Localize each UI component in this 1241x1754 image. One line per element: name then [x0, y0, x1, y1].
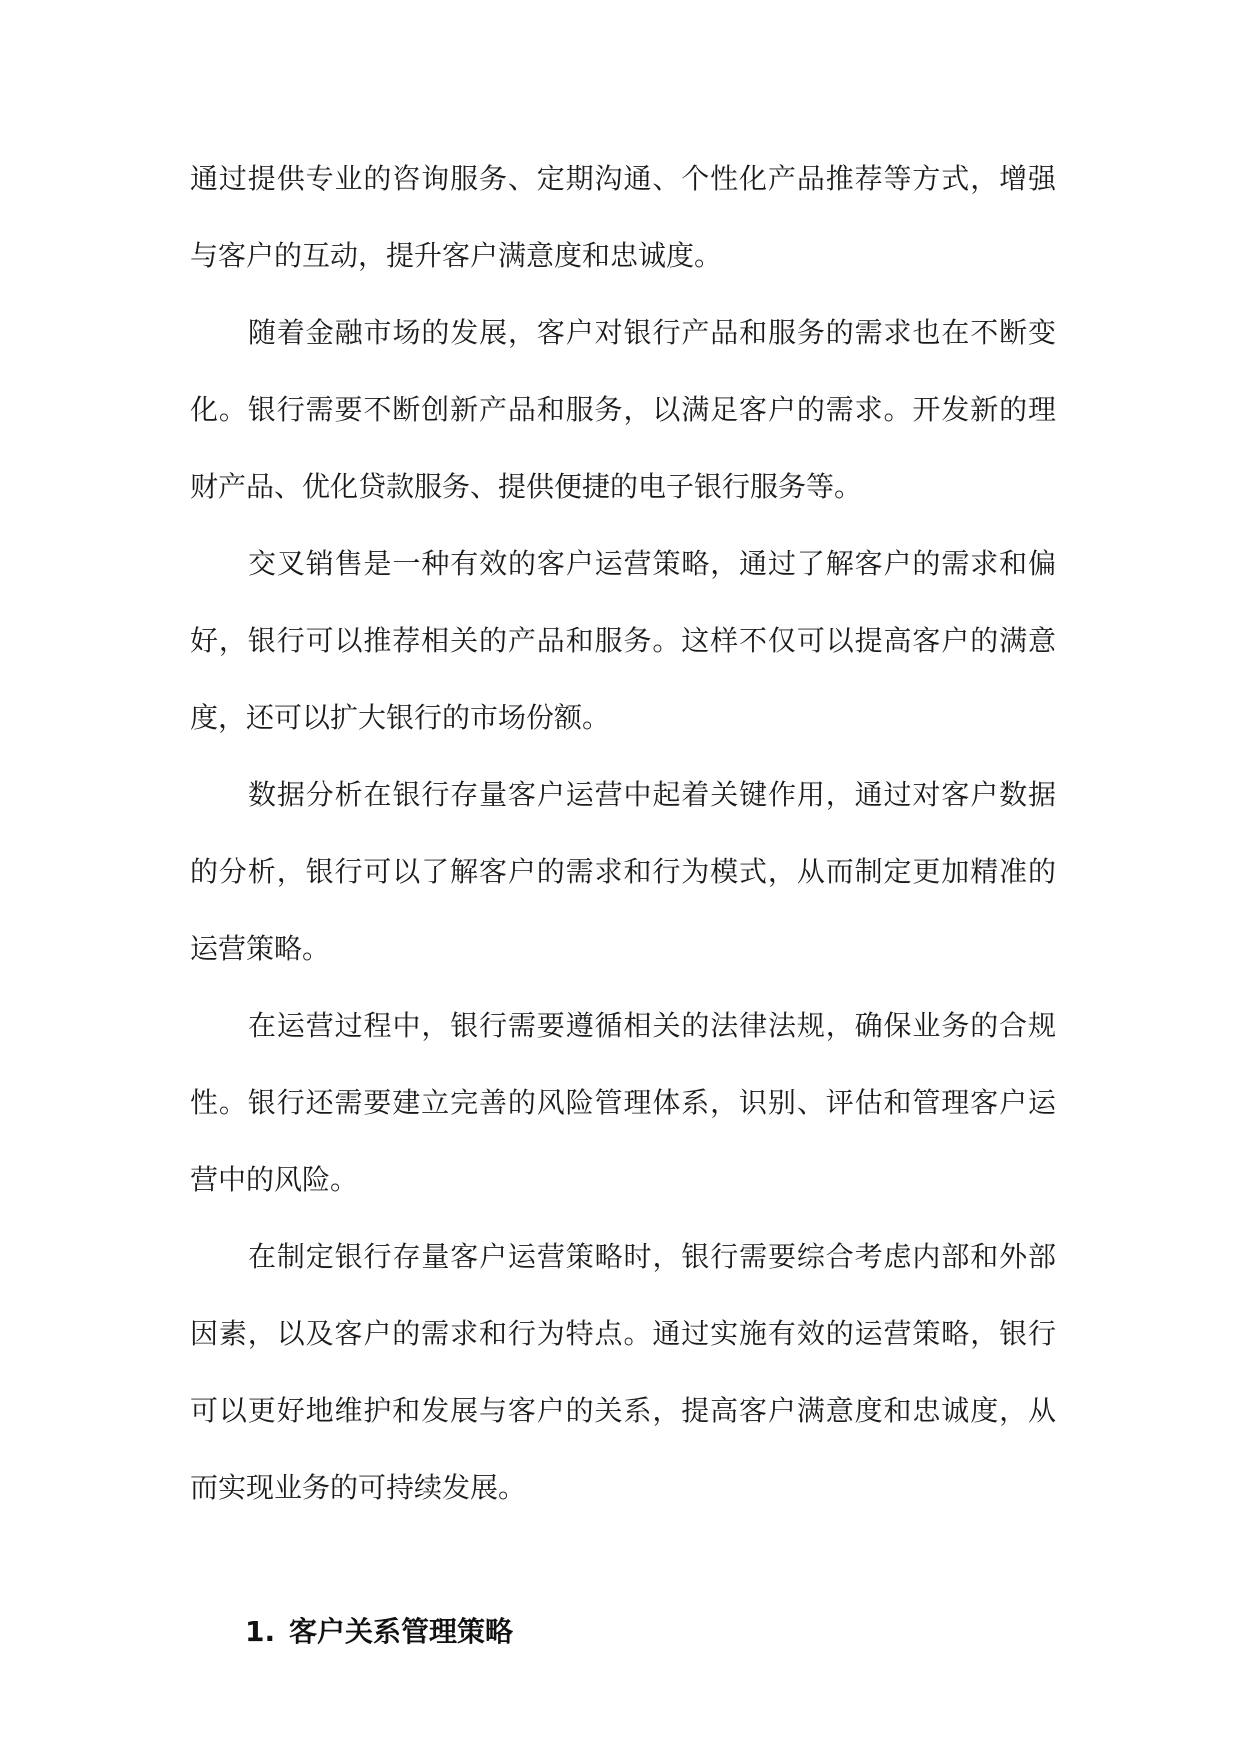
document-body [190, 140, 1056, 1526]
section-heading-title: 客户关系管理策略 [289, 1615, 514, 1648]
section-heading [245, 1612, 513, 1652]
section-heading-number: 1. [245, 1615, 276, 1648]
paragraph-conclusion: 在制定银行存量客户运营策略时，银行需要综合考虑内部和外部因素，以及客户的需求和行为特点。通过实施有效的运营策略，银行可以更好地维护和发展与客户的关系，提高客户满意度和忠诚度，从而实现业务的可持续发展。 [190, 1240, 1056, 1504]
paragraph-data-analysis: 数据分析在银行存量客户运营中起着关键作用，通过对客户数据的分析，银行可以了解客户的需求和行为模式，从而制定更加精准的运营策略。 [190, 778, 1056, 965]
paragraph-compliance-risk: 在运营过程中，银行需要遵循相关的法律法规，确保业务的合规性。银行还需要建立完善的风险管理体系，识别、评估和管理客户运营中的风险。 [190, 1009, 1056, 1196]
paragraph-cross-selling: 交叉销售是一种有效的客户运营策略，通过了解客户的需求和偏好，银行可以推荐相关的产品和服务。这样不仅可以提高客户的满意度，还可以扩大银行的市场份额。 [190, 547, 1056, 734]
paragraph-product-innovation: 随着金融市场的发展，客户对银行产品和服务的需求也在不断变化。银行需要不断创新产品和服务，以满足客户的需求。开发新的理财产品、优化贷款服务、提供便捷的电子银行服务等。 [190, 316, 1056, 503]
paragraph-continuation: 通过提供专业的咨询服务、定期沟通、个性化产品推荐等方式，增强与客户的互动，提升客户满意度和忠诚度。 [190, 162, 1056, 272]
